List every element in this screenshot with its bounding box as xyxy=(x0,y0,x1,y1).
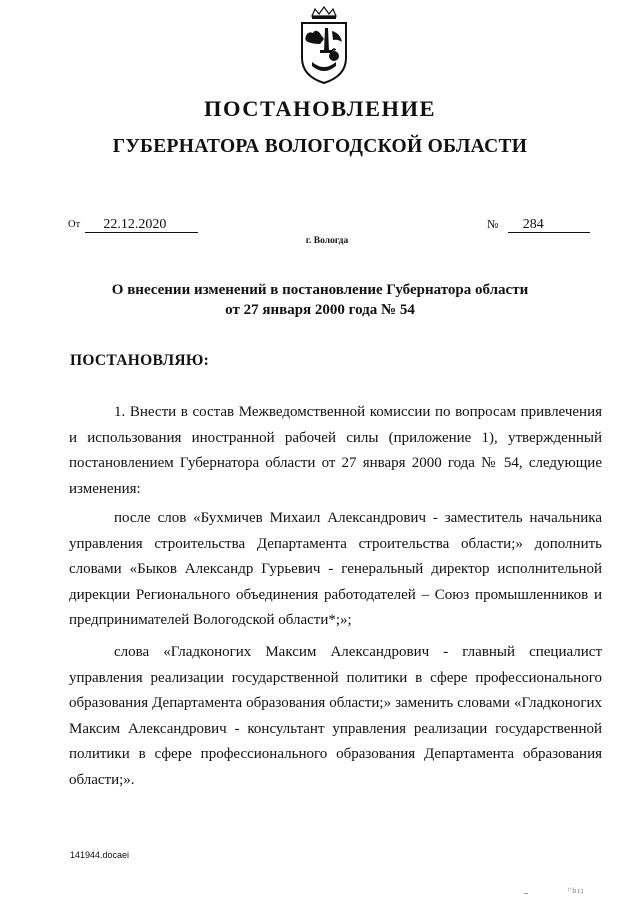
number-label: № xyxy=(487,217,499,231)
subject-line-1: О внесении изменений в постановление Губернатора области xyxy=(111,282,529,298)
number-value: 284 xyxy=(508,217,590,233)
document-subject xyxy=(80,280,560,320)
body-paragraph-3: слова «Гладконогих Максим Александрович - главный специалист управления реализации государственной политики в сфере профессионального образования Департамента образования области;» заменить словами «Гладконогих Максим Александрович - консультант управления реализации государственной политики в сфере профессионального образования Департамента образования области;». xyxy=(69,644,602,788)
document-subtitle: ГУБЕРНАТОРА ВОЛОГОДСКОЙ ОБЛАСТИ xyxy=(112,136,528,157)
document-title: ПОСТАНОВЛЕНИЕ xyxy=(203,96,437,121)
corner-mark: ˡ'bɪɪ xyxy=(568,888,585,895)
body-paragraph-2: после слов «Бухмичев Михаил Александрович - заместитель начальника управления строительства Департамента строительства области;» дополнить словами «Быков Александр Гурьевич - генеральный директор исполнительной дирекции Регионального объединения работодателей – Союз промышленников и предпринимателей Вологодской области*;»; xyxy=(69,510,602,629)
body-paragraph-1: 1. Внести в состав Межведомственной комиссии по вопросам привлечения и использования иностранной рабочей силы (приложение 1), утвержденный постановлением Губернатора области от 27 января 2000 года № 54, следующие изменения: xyxy=(69,404,602,497)
scan-mark xyxy=(524,893,528,894)
city-name: г. Вологда xyxy=(305,236,349,246)
city-line xyxy=(0,236,640,246)
subject-line-2: от 27 января 2000 года № 54 xyxy=(225,302,415,318)
date-value: 22.12.2020 xyxy=(85,217,198,233)
date-row xyxy=(68,216,198,233)
document-code: 141944.docaei xyxy=(70,850,130,860)
number-row xyxy=(487,216,590,233)
date-label: От xyxy=(68,219,81,230)
coat-of-arms-icon xyxy=(298,6,350,86)
resolve-heading: ПОСТАНОВЛЯЮ: xyxy=(70,352,210,369)
